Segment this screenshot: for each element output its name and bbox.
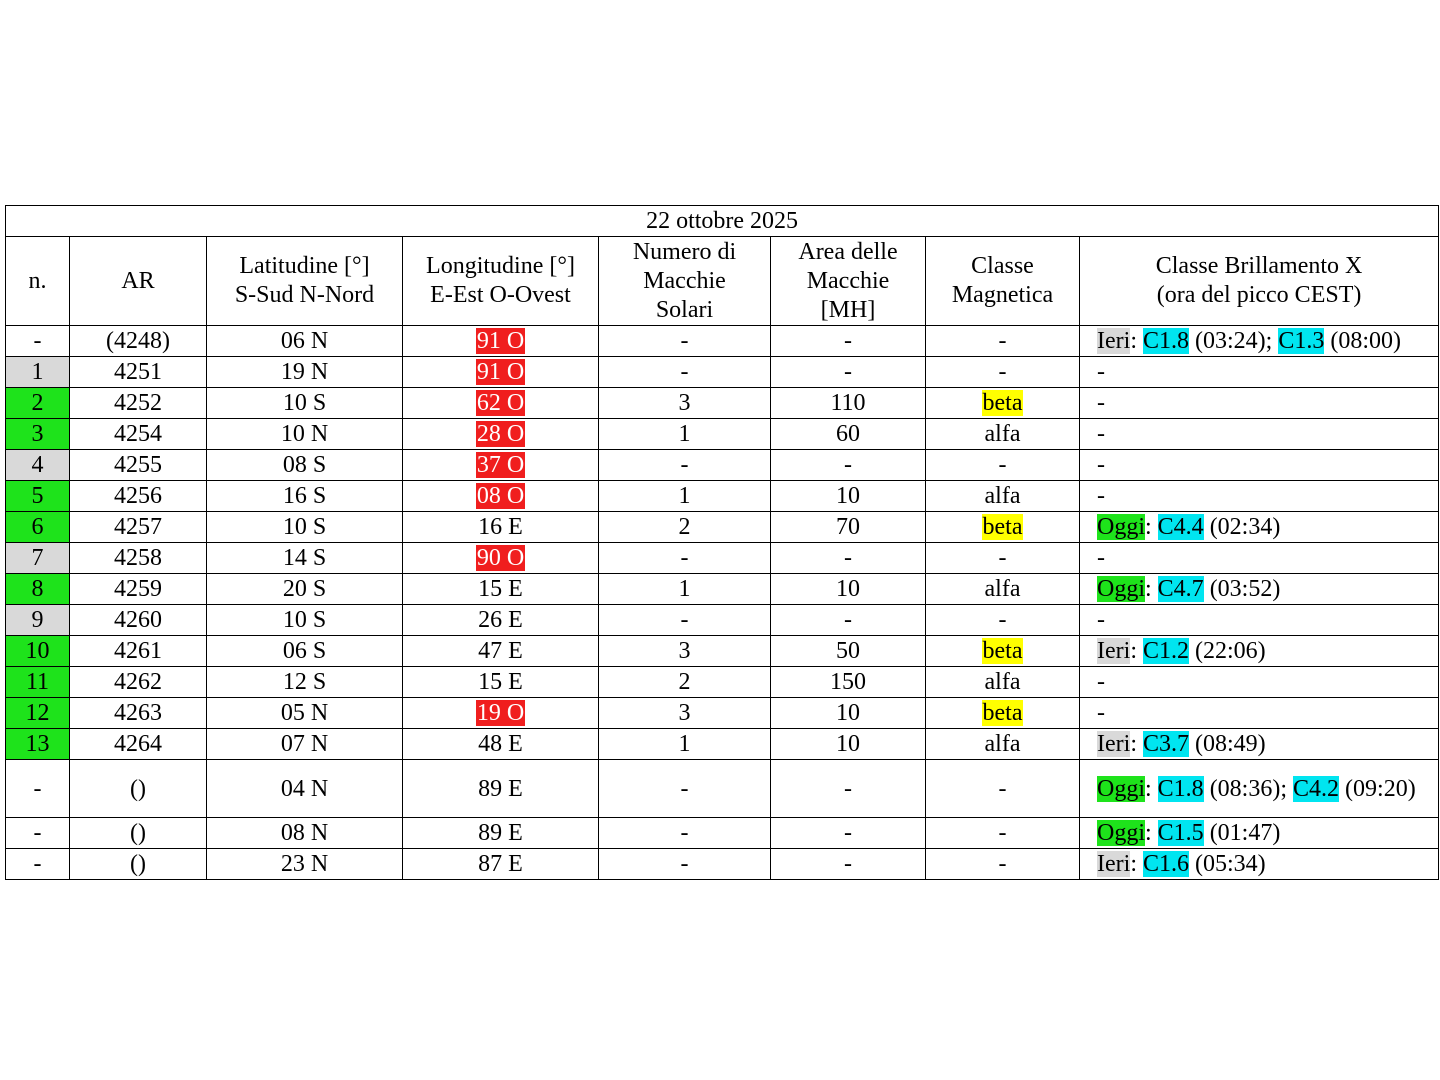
cell-sunspot-area: - <box>771 543 926 574</box>
cell-longitude <box>403 698 599 729</box>
cell-flares <box>1080 574 1439 605</box>
cell-n: - <box>6 818 70 849</box>
table-body <box>6 326 1439 880</box>
header-sunspot-number-line1: Numero di <box>632 238 737 265</box>
cell-longitude: 26 E <box>403 605 599 636</box>
cell-ar: 4255 <box>70 450 207 481</box>
cell-longitude-highlight: 19 O <box>476 700 525 726</box>
cell-n: 7 <box>6 543 70 574</box>
cell-sunspot-area: - <box>771 605 926 636</box>
cell-longitude: 87 E <box>403 849 599 880</box>
cell-n: 10 <box>6 636 70 667</box>
flare-text: : <box>1130 851 1143 877</box>
header-latitude <box>207 237 403 326</box>
cell-sunspot-number: 2 <box>599 512 771 543</box>
flare-day-label: Ieri <box>1097 328 1131 354</box>
cell-ar: 4262 <box>70 667 207 698</box>
flare-class: C4.7 <box>1157 576 1204 602</box>
cell-latitude: 06 N <box>207 326 403 357</box>
cell-ar: 4260 <box>70 605 207 636</box>
cell-ar: 4252 <box>70 388 207 419</box>
flare-text: (09:20) <box>1339 775 1416 802</box>
table-row <box>6 849 1439 880</box>
header-n: n. <box>6 237 70 326</box>
cell-sunspot-area: - <box>771 450 926 481</box>
cell-latitude: 20 S <box>207 574 403 605</box>
cell-ar: 4258 <box>70 543 207 574</box>
cell-n: 1 <box>6 357 70 388</box>
header-flare-class-line2: (ora del picco CEST) <box>1156 282 1362 308</box>
header-sunspot-area-line3: [MH] <box>820 296 876 323</box>
cell-ar: 4251 <box>70 357 207 388</box>
header-sunspot-number-line2: Macchie <box>643 267 726 294</box>
flare-text: (02:34) <box>1203 514 1281 540</box>
cell-magnetic-class: - <box>926 543 1080 574</box>
cell-longitude: 47 E <box>403 636 599 667</box>
cell-sunspot-number: 2 <box>599 667 771 698</box>
cell-latitude: 10 S <box>207 388 403 419</box>
flare-text: : <box>1130 328 1143 354</box>
flare-day-label: Oggi <box>1097 775 1145 802</box>
cell-flares <box>1080 419 1439 450</box>
cell-latitude: 05 N <box>207 698 403 729</box>
cell-n: 3 <box>6 419 70 450</box>
cell-magnetic-class: - <box>926 760 1080 818</box>
table-row <box>6 388 1439 419</box>
cell-magnetic-class <box>926 512 1080 543</box>
cell-sunspot-area: 50 <box>771 636 926 667</box>
cell-flares <box>1080 729 1439 760</box>
header-row <box>6 237 1439 326</box>
cell-n: 11 <box>6 667 70 698</box>
cell-longitude: 15 E <box>403 574 599 605</box>
cell-ar: 4256 <box>70 481 207 512</box>
cell-latitude: 19 N <box>207 357 403 388</box>
cell-magnetic-class <box>926 636 1080 667</box>
cell-latitude: 23 N <box>207 849 403 880</box>
flare-text: - <box>1097 700 1105 726</box>
cell-longitude <box>403 357 599 388</box>
cell-flares <box>1080 512 1439 543</box>
header-ar: AR <box>70 237 207 326</box>
flare-class: C4.4 <box>1157 514 1204 540</box>
cell-longitude <box>403 388 599 419</box>
header-flare-class-line1: Classe Brillamento X <box>1155 253 1363 279</box>
cell-sunspot-area: 10 <box>771 729 926 760</box>
table-row <box>6 574 1439 605</box>
cell-longitude-highlight: 91 O <box>476 359 525 385</box>
cell-latitude: 16 S <box>207 481 403 512</box>
cell-sunspot-area: - <box>771 849 926 880</box>
cell-magnetic-class: alfa <box>926 729 1080 760</box>
cell-flares <box>1080 818 1439 849</box>
flare-text: (03:24); <box>1189 328 1279 354</box>
header-magnetic-class <box>926 237 1080 326</box>
header-latitude-line1: Latitudine [°] <box>239 253 370 279</box>
cell-n: 4 <box>6 450 70 481</box>
cell-ar: 4259 <box>70 574 207 605</box>
cell-sunspot-area: 150 <box>771 667 926 698</box>
cell-magnetic-class: alfa <box>926 419 1080 450</box>
table-row <box>6 605 1439 636</box>
cell-flares <box>1080 450 1439 481</box>
table-row <box>6 729 1439 760</box>
cell-magnetic-class <box>926 388 1080 419</box>
cell-sunspot-number: - <box>599 818 771 849</box>
cell-sunspot-area: - <box>771 357 926 388</box>
cell-magnetic-class: - <box>926 818 1080 849</box>
flare-class: C1.2 <box>1142 638 1189 664</box>
cell-n: - <box>6 760 70 818</box>
flare-text: : <box>1130 731 1143 757</box>
cell-sunspot-number: 3 <box>599 388 771 419</box>
table-row <box>6 326 1439 357</box>
cell-sunspot-area: - <box>771 326 926 357</box>
flare-text: : <box>1130 638 1143 664</box>
flare-text: (08:00) <box>1324 328 1401 354</box>
cell-flares <box>1080 605 1439 636</box>
cell-longitude: 16 E <box>403 512 599 543</box>
cell-longitude-highlight: 28 O <box>476 421 525 447</box>
cell-sunspot-number: - <box>599 605 771 636</box>
cell-longitude-highlight: 37 O <box>476 452 525 478</box>
cell-sunspot-area: 10 <box>771 574 926 605</box>
flare-class: C1.8 <box>1157 775 1204 802</box>
header-sunspot-number <box>599 237 771 326</box>
cell-flares <box>1080 760 1439 818</box>
cell-sunspot-area: 70 <box>771 512 926 543</box>
flare-day-label: Ieri <box>1097 731 1131 757</box>
cell-ar: (4248) <box>70 326 207 357</box>
cell-longitude <box>403 326 599 357</box>
flare-text: - <box>1097 545 1105 571</box>
cell-latitude: 12 S <box>207 667 403 698</box>
table-row <box>6 450 1439 481</box>
cell-sunspot-area: 110 <box>771 388 926 419</box>
cell-magnetic-class: - <box>926 450 1080 481</box>
cell-longitude: 48 E <box>403 729 599 760</box>
cell-flares <box>1080 698 1439 729</box>
cell-flares <box>1080 357 1439 388</box>
cell-longitude-highlight: 62 O <box>476 390 525 416</box>
cell-ar: 4264 <box>70 729 207 760</box>
flare-day-label: Ieri <box>1097 851 1131 877</box>
cell-latitude: 10 S <box>207 605 403 636</box>
header-flare-class <box>1080 237 1439 326</box>
cell-magnetic-class: alfa <box>926 481 1080 512</box>
cell-n: 12 <box>6 698 70 729</box>
cell-sunspot-number: 3 <box>599 698 771 729</box>
header-sunspot-area-line1: Area delle <box>798 238 898 265</box>
flare-text: - <box>1097 390 1105 416</box>
cell-flares <box>1080 667 1439 698</box>
cell-sunspot-number: - <box>599 543 771 574</box>
cell-latitude: 08 S <box>207 450 403 481</box>
cell-sunspot-number: 1 <box>599 481 771 512</box>
header-sunspot-number-line3: Solari <box>655 296 714 323</box>
cell-magnetic-class: - <box>926 357 1080 388</box>
cell-sunspot-number: - <box>599 760 771 818</box>
header-magnetic-class-line2: Magnetica <box>951 282 1054 308</box>
cell-magnetic-class: - <box>926 326 1080 357</box>
cell-longitude <box>403 450 599 481</box>
cell-n: - <box>6 326 70 357</box>
cell-n: - <box>6 849 70 880</box>
flare-text: - <box>1097 607 1105 633</box>
cell-magnetic-class: alfa <box>926 667 1080 698</box>
cell-sunspot-number: 1 <box>599 729 771 760</box>
cell-n: 13 <box>6 729 70 760</box>
cell-sunspot-area: 10 <box>771 698 926 729</box>
table-row <box>6 698 1439 729</box>
cell-flares <box>1080 636 1439 667</box>
table-row <box>6 636 1439 667</box>
cell-sunspot-area: - <box>771 818 926 849</box>
cell-ar: 4261 <box>70 636 207 667</box>
flare-text: - <box>1097 483 1105 509</box>
header-magnetic-class-line1: Classe <box>971 253 1034 279</box>
flare-text: (03:52) <box>1203 576 1281 602</box>
cell-n: 2 <box>6 388 70 419</box>
flare-class: C1.6 <box>1142 851 1189 877</box>
flare-text: - <box>1097 359 1105 385</box>
flare-text: - <box>1097 421 1105 447</box>
cell-magnetic-class: alfa <box>926 574 1080 605</box>
cell-ar: () <box>70 849 207 880</box>
table-row <box>6 419 1439 450</box>
cell-sunspot-number: - <box>599 450 771 481</box>
cell-flares <box>1080 849 1439 880</box>
flare-text: (22:06) <box>1189 638 1266 664</box>
cell-n: 6 <box>6 512 70 543</box>
cell-n: 8 <box>6 574 70 605</box>
cell-longitude <box>403 543 599 574</box>
cell-longitude: 15 E <box>403 667 599 698</box>
flare-day-label: Oggi <box>1097 514 1145 540</box>
sunspot-report-table <box>5 205 1439 880</box>
table-row <box>6 357 1439 388</box>
cell-magnetic-class: - <box>926 605 1080 636</box>
flare-day-label: Ieri <box>1097 638 1131 664</box>
flare-class: C1.3 <box>1278 328 1325 354</box>
cell-latitude: 14 S <box>207 543 403 574</box>
flare-text: (08:36); <box>1203 775 1294 802</box>
header-latitude-line2: S-Sud N-Nord <box>234 282 375 308</box>
flare-day-label: Oggi <box>1097 820 1145 846</box>
cell-magnetic-class-highlight: beta <box>982 390 1023 416</box>
cell-sunspot-area: 10 <box>771 481 926 512</box>
cell-ar: 4263 <box>70 698 207 729</box>
cell-magnetic-class-highlight: beta <box>982 514 1023 540</box>
table-row <box>6 818 1439 849</box>
flare-text: (08:49) <box>1189 731 1266 757</box>
cell-sunspot-number: - <box>599 326 771 357</box>
flare-text: (01:47) <box>1203 820 1281 846</box>
cell-ar: () <box>70 818 207 849</box>
header-longitude-line2: E-Est O-Ovest <box>430 282 571 308</box>
cell-longitude: 89 E <box>403 760 599 818</box>
cell-latitude: 06 S <box>207 636 403 667</box>
flare-class: C4.2 <box>1293 775 1340 802</box>
cell-latitude: 10 N <box>207 419 403 450</box>
flare-text: : <box>1145 820 1158 846</box>
cell-longitude <box>403 419 599 450</box>
cell-flares <box>1080 388 1439 419</box>
cell-sunspot-number: 1 <box>599 574 771 605</box>
cell-longitude-highlight: 90 O <box>476 545 525 571</box>
cell-flares <box>1080 543 1439 574</box>
cell-sunspot-number: - <box>599 357 771 388</box>
table-row <box>6 543 1439 574</box>
header-sunspot-area <box>771 237 926 326</box>
cell-magnetic-class: - <box>926 849 1080 880</box>
flare-text: : <box>1145 514 1158 540</box>
cell-sunspot-number: 3 <box>599 636 771 667</box>
cell-latitude: 04 N <box>207 760 403 818</box>
table-row <box>6 667 1439 698</box>
flare-text: - <box>1097 669 1105 695</box>
cell-magnetic-class-highlight: beta <box>982 638 1023 664</box>
cell-magnetic-class <box>926 698 1080 729</box>
cell-sunspot-area: - <box>771 760 926 818</box>
cell-longitude-highlight: 08 O <box>476 483 525 509</box>
cell-ar: 4254 <box>70 419 207 450</box>
cell-longitude: 89 E <box>403 818 599 849</box>
table-row <box>6 481 1439 512</box>
cell-flares <box>1080 481 1439 512</box>
flare-class: C3.7 <box>1142 731 1189 757</box>
table-row <box>6 760 1439 818</box>
cell-flares <box>1080 326 1439 357</box>
cell-ar: 4257 <box>70 512 207 543</box>
cell-n: 9 <box>6 605 70 636</box>
cell-magnetic-class-highlight: beta <box>982 700 1023 726</box>
cell-n: 5 <box>6 481 70 512</box>
table-row <box>6 512 1439 543</box>
cell-sunspot-number: - <box>599 849 771 880</box>
cell-latitude: 10 S <box>207 512 403 543</box>
flare-text: (05:34) <box>1189 851 1266 877</box>
cell-sunspot-area: 60 <box>771 419 926 450</box>
flare-text: - <box>1097 452 1105 478</box>
cell-ar: () <box>70 760 207 818</box>
flare-text: : <box>1145 775 1158 802</box>
cell-longitude-highlight: 91 O <box>476 328 525 354</box>
report-date-title: 22 ottobre 2025 <box>6 206 1439 237</box>
title-row <box>6 206 1439 237</box>
cell-latitude: 07 N <box>207 729 403 760</box>
header-longitude-line1: Longitudine [°] <box>426 253 575 279</box>
cell-sunspot-number: 1 <box>599 419 771 450</box>
flare-class: C1.5 <box>1157 820 1204 846</box>
flare-class: C1.8 <box>1142 328 1189 354</box>
cell-longitude <box>403 481 599 512</box>
header-sunspot-area-line2: Macchie <box>806 267 890 294</box>
flare-day-label: Oggi <box>1097 576 1145 602</box>
cell-latitude: 08 N <box>207 818 403 849</box>
flare-text: : <box>1145 576 1158 602</box>
header-longitude <box>403 237 599 326</box>
